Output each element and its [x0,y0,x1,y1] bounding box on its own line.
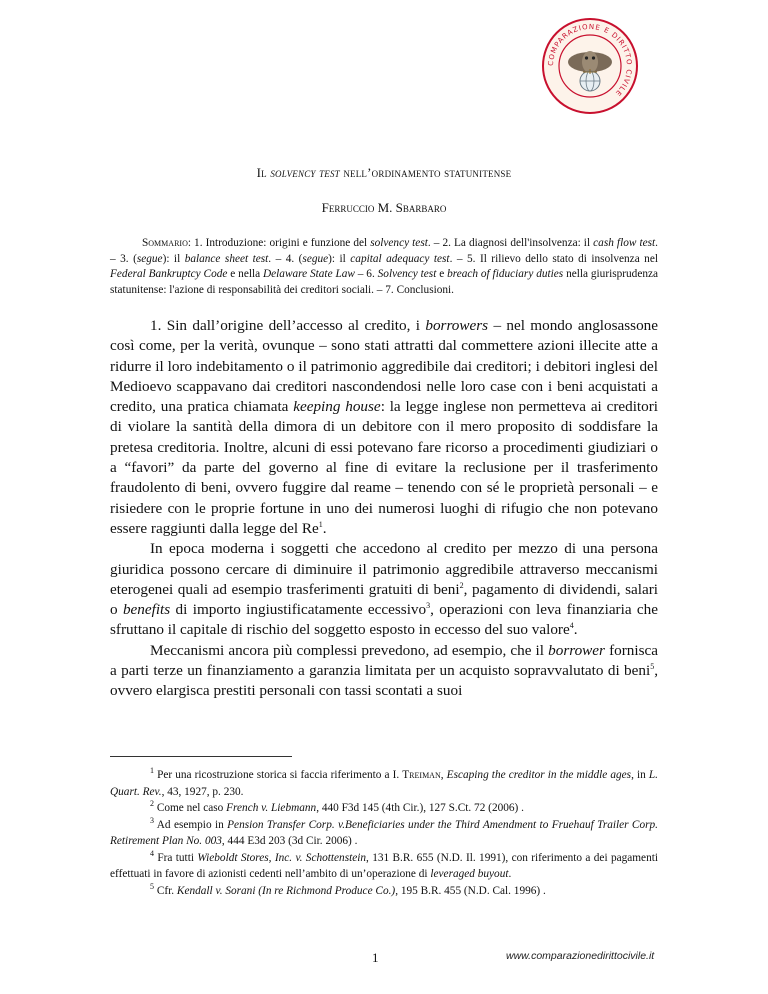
text-run: Meccanismi ancora più complessi prevedono, ad esempio, che il [150,641,549,659]
footnotes [110,767,658,899]
summary [110,236,658,298]
footnote-ref: 5 [650,661,655,671]
text-run: . [508,868,512,880]
title-term: solvency test [270,165,340,180]
text-run: . – 4. ( [268,252,303,265]
text-run: – nel mondo anglosassone così come, per la verità, ovunque – sono stati attratti dal commettere azioni illecite atte a ridurre il loro indebitamento o il patrimonio aggredibile dai creditori; i debitori inglesi del Medioevo scappavano dai creditori nascondendosi nelle loro case con i beni acquistati a credito, una pratica chiamata [110,317,658,416]
journal-seal-logo [540,16,640,116]
title-lead: Il [256,165,271,180]
text-run: , 440 F3d 145 (4th Cir.), 127 S.Ct. 72 (2006) . [316,802,524,814]
text-run: nella giurisprudenza statunitense: l'azione di responsabilità dei creditori sociali. – 7. Conclusioni. [110,268,659,296]
italic-run: Delaware State Law [263,268,355,280]
italic-run: Federal Bankruptcy Code [110,268,228,280]
text-run: fornisca a parti terze un finanziamento a garanzia limitata per un acquisto sopravvalutato di beni [110,641,658,680]
italic-run: Kendall v. Sorani (In re Richmond Produce Co.) [176,884,396,897]
footnote-ref: 5 [150,881,154,891]
text-run: , 195 B.R. 455 (N.D. Cal. 1996) . [395,884,546,897]
article-title [0,165,768,181]
italic-run: keeping house [293,398,381,416]
text-run: Cfr. [154,884,177,897]
footnote-ref: 2 [150,799,154,809]
footnote [110,850,658,883]
text-run: – 6. [354,268,378,280]
text-run: ): il [162,252,185,265]
text-run: : la legge inglese non permetteva ai creditori di violare la santità della dimora di un debitore con il mero proposito di soddisfare la pretesa creditoria. Inoltre, alcuni di essi potevano fare ricorso a procedimenti giudiziari o a “favori” da parte del governo al fine di evitare la reclusione per il trasferimento fraudolento di beni, ovvero fuggire dal reame – tenendo con sé le proprietà personali – e risiedere con le proprie fortune in uno dei numerosi luoghi di rifugio che non potevano essere raggiunti dalla legge del Re [110,398,659,537]
text-run: , 131 B.R. 655 (N.D. Il. 1991), con riferimento a dei pagamenti effettuati in favore di azionisti cedenti nell’ambito di un’operazione di [110,851,658,880]
footnote-ref: 3 [150,815,154,825]
text-run: , 43, 1927, p. 230. [161,785,244,798]
text-run: . – 2. La diagnosi dell'insolvenza: il [427,237,594,249]
body-paragraph [110,316,658,539]
text-run: Per una ricostruzione storica si faccia riferimento a I. [154,769,403,781]
text-run: di importo ingiustificatamente eccessivo [170,601,427,619]
italic-run: Pension Transfer Corp. v.Beneficiaries under the Third Amendment to Fruehauf Trailer Corp. Retirement Plan No. 003 [110,818,658,847]
smallcaps-run: Sommario: [142,237,195,249]
italic-run: borrower [548,641,605,659]
text-run: 1. Sin dall’origine dell’accesso al credito, i [150,317,426,334]
logo-ring-text: COMPARAZIONE E DIRITTO CIVILE [546,22,634,98]
title-rest: nell’ordinamento statunitense [339,165,512,180]
footnote-ref: 2 [459,580,464,590]
text-run: , 444 E3d 203 (3d Cir. 2006) . [221,835,358,847]
text-run: e [436,268,448,280]
text-run: e nella [227,268,263,280]
text-run: Come nel caso [154,802,227,814]
text-run: , operazioni con leva finanziaria che sfruttano il capitale di rischio del soggetto esposto in eccesso del suo valore [110,601,659,639]
text-run: . – 5. Il rilievo dello stato di insolvenza nel [449,252,658,265]
text-run: . [573,621,578,639]
text-run: ): il [328,252,351,265]
italic-run: solvency test [370,237,428,249]
text-run: . – 3. ( [110,237,658,265]
footnote [110,883,658,900]
footnote-ref: 3 [426,601,431,611]
italic-run: French v. Liebmann [226,802,317,814]
body-text [110,316,658,702]
italic-run: benefits [122,601,171,619]
footnote [110,817,658,850]
text-run: In epoca moderna i soggetti che accedono al credito per mezzo di una persona giuridica possono cercare di diminuire il patrimonio aggredibile attraverso meccanismi eterogenei quali ad esempio trasferimenti gratuiti di beni [110,540,658,598]
italic-run: capital adequacy test [350,252,450,265]
footnote-ref: 1 [150,766,154,776]
italic-run: Escaping the creditor in the middle ages [446,769,632,781]
text-run: , pagamento di dividendi, salari o [110,580,658,619]
italic-run: borrowers [425,317,489,334]
italic-run: cash flow test [593,237,656,249]
italic-run: leveraged buyout [430,868,509,880]
text-run: , [440,769,447,781]
body-paragraph [110,641,658,702]
article-author: Ferruccio M. Sbarbaro [321,200,447,215]
italic-run: balance sheet test [184,252,269,265]
footnote-ref: 1 [318,519,323,529]
italic-run: breach of fiduciary duties [447,268,564,280]
body-paragraph [110,539,658,640]
text-run: . [322,519,327,537]
italic-run: Wieboldt Stores, Inc. v. Schottenstein [197,851,367,864]
footnote-ref: 4 [569,621,574,631]
text-run: Ad esempio in [154,818,228,831]
footnote [110,767,658,800]
italic-run: segue [136,252,163,265]
website-url: www.comparazionedirittocivile.it [506,950,655,962]
text-run: 1. Introduzione: origini e funzione del [194,237,371,249]
italic-run: Solvency test [377,268,437,280]
footnote-separator [110,756,292,757]
text-run: , in [631,769,649,781]
footnote [110,800,658,817]
text-run: Fra tutti [154,851,198,864]
italic-run: L. Quart. Rev. [110,769,658,798]
page-number: 1 [372,950,379,965]
italic-run: segue [302,252,329,265]
text-run: , ovvero elargisca prestiti personali con tassi scontati a suoi [110,662,658,700]
footnote-ref: 4 [150,848,154,858]
smallcaps-run: Treiman [402,769,441,781]
